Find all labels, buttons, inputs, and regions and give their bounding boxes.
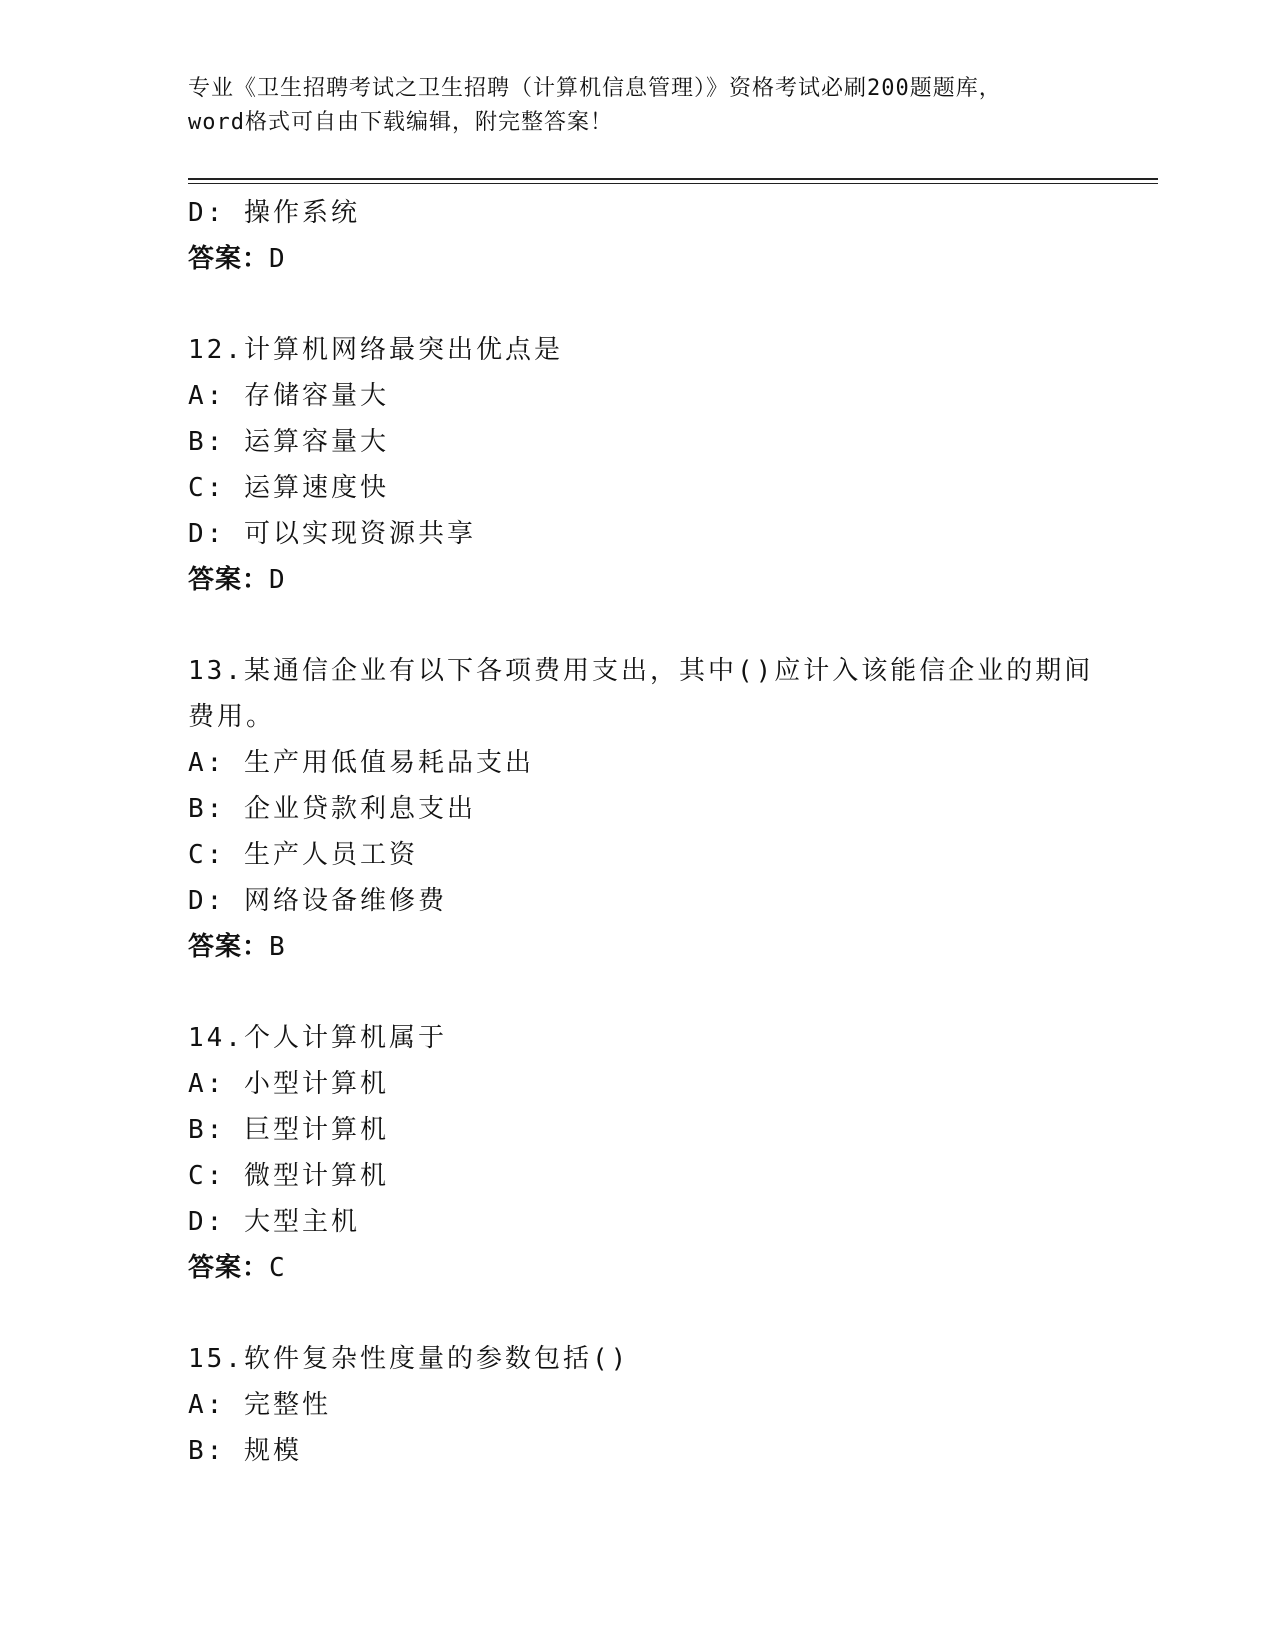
option-a: A: 完整性 <box>188 1390 331 1420</box>
option-a: A: 小型计算机 <box>188 1069 389 1099</box>
answer-value: B <box>269 932 286 962</box>
option-d: D: 操作系统 <box>188 198 360 228</box>
document-header <box>188 72 1088 140</box>
option-b: B: 运算容量大 <box>188 427 389 457</box>
option-a: A: 生产用低值易耗品支出 <box>188 748 534 778</box>
answer-line <box>188 236 1088 282</box>
question-14 <box>188 1015 1088 1291</box>
option-c: C: 生产人员工资 <box>188 840 418 870</box>
question-stem-line-2: 费用。 <box>188 702 276 732</box>
question-list <box>188 190 1094 1474</box>
option-b: B: 巨型计算机 <box>188 1115 389 1145</box>
answer-line <box>188 557 1088 603</box>
question-stem-line-1: 13.某通信企业有以下各项费用支出，其中()应计入该能信企业的期间 <box>188 656 1094 686</box>
answer-value: D <box>269 565 286 595</box>
question-15 <box>188 1336 1088 1474</box>
question-stem: 12.计算机网络最突出优点是 <box>188 335 563 365</box>
header-divider <box>188 178 1158 184</box>
option-c: C: 运算速度快 <box>188 473 389 503</box>
option-a: A: 存储容量大 <box>188 381 389 411</box>
option-d: D: 网络设备维修费 <box>188 886 447 916</box>
answer-label: 答案： <box>188 565 270 595</box>
question-stem: 14.个人计算机属于 <box>188 1023 447 1053</box>
answer-value: C <box>269 1253 286 1283</box>
question-stem: 15.软件复杂性度量的参数包括() <box>188 1344 630 1374</box>
answer-value: D <box>269 244 286 274</box>
option-d: D: 可以实现资源共享 <box>188 519 476 549</box>
answer-label: 答案： <box>188 244 270 274</box>
answer-line <box>188 924 1088 970</box>
header-title-line-1: 专业《卫生招聘考试之卫生招聘（计算机信息管理）》资格考试必刷200题题库， <box>188 76 1002 101</box>
option-d: D: 大型主机 <box>188 1207 360 1237</box>
answer-label: 答案： <box>188 1253 270 1283</box>
option-b: B: 企业贷款利息支出 <box>188 794 476 824</box>
question-11-continued <box>188 190 1088 282</box>
answer-label: 答案： <box>188 932 270 962</box>
answer-line <box>188 1245 1088 1291</box>
option-b: B: 规模 <box>188 1436 302 1466</box>
option-c: C: 微型计算机 <box>188 1161 389 1191</box>
question-12 <box>188 327 1088 603</box>
header-title-line-2: word格式可自由下载编辑，附完整答案！ <box>188 110 613 135</box>
question-13 <box>188 648 1094 970</box>
